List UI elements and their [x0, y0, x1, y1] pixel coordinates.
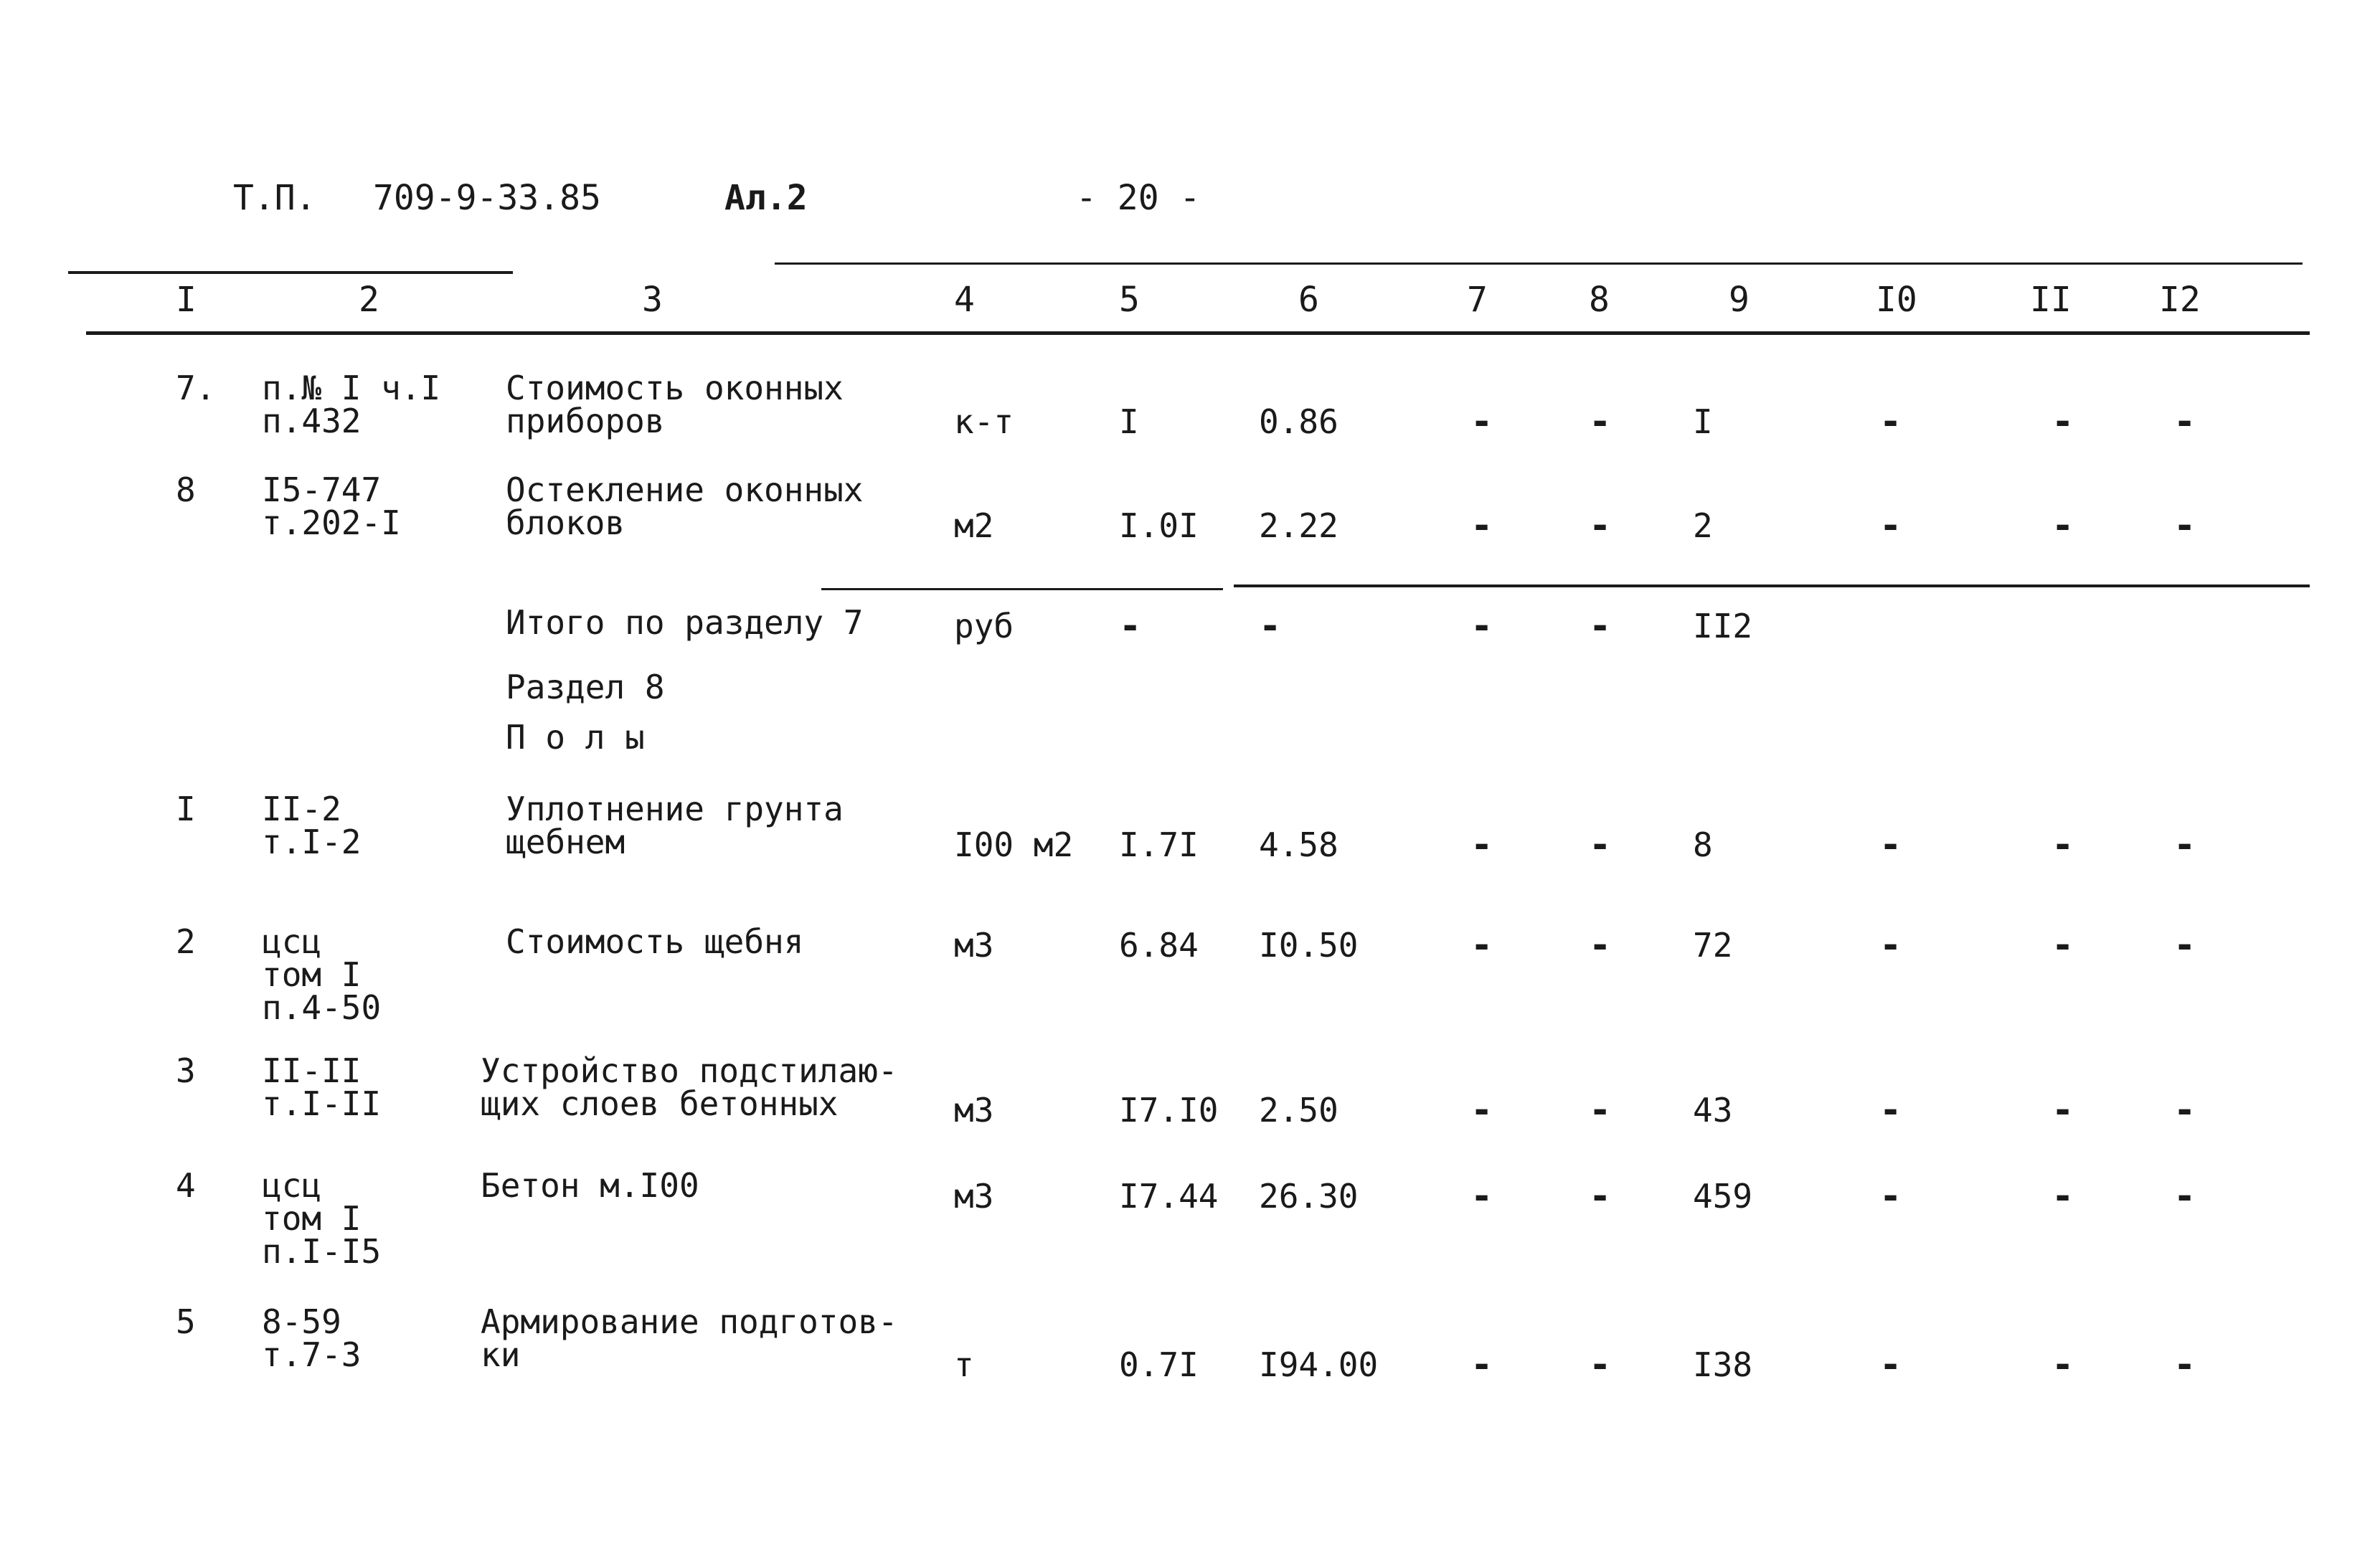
- row-value-c5: I7.44: [1119, 1177, 1219, 1216]
- row-number: 4: [176, 1166, 196, 1205]
- row-number: 3: [176, 1051, 196, 1090]
- subtotal-rule-right: [1234, 584, 2310, 587]
- row-value-c10: -: [1879, 400, 1902, 443]
- row-value-c6: 2.22: [1259, 506, 1338, 545]
- row-name-line: Стоимость щебня: [506, 922, 804, 961]
- row-unit: т: [954, 1345, 974, 1384]
- row-value-c12: -: [2173, 1343, 2196, 1386]
- row-value-c6: 2.50: [1259, 1091, 1338, 1130]
- row-value-c7: -: [1470, 1175, 1493, 1218]
- row-value-c5: 0.7I: [1119, 1345, 1199, 1384]
- row-name-line: Остекление оконных: [506, 470, 864, 509]
- project-number: 709-9-33.85: [373, 178, 601, 218]
- column-number: 7: [1467, 280, 1488, 320]
- row-value-c12: -: [2173, 823, 2196, 866]
- row-code-line: п.432: [262, 402, 362, 440]
- row-value-c7: -: [1470, 605, 1493, 648]
- row-value-c11: -: [2051, 1089, 2074, 1132]
- column-number: 8: [1589, 280, 1610, 320]
- album-label: Ал.2: [724, 178, 808, 218]
- row-code-line: том I: [262, 1199, 362, 1238]
- row-value-c11: -: [2051, 1343, 2074, 1386]
- row-value-c5: I.7I: [1119, 825, 1199, 864]
- row-name-line: приборов: [506, 402, 665, 440]
- row-name-line: ки: [481, 1335, 521, 1374]
- row-value-c8: -: [1589, 400, 1612, 443]
- row-code-line: I5-747: [262, 470, 382, 509]
- row-value-c11: -: [2051, 504, 2074, 547]
- row-value-c9: I: [1693, 402, 1713, 441]
- row-name-line: блоков: [506, 503, 625, 542]
- row-unit: м3: [954, 1177, 994, 1216]
- row-unit: руб: [954, 607, 1014, 645]
- row-name-line: Армирование подготов-: [481, 1302, 898, 1341]
- row-value-c9: 72: [1693, 926, 1733, 965]
- row-code-line: т.I-2: [262, 823, 362, 861]
- row-unit: I00 м2: [954, 825, 1074, 864]
- row-value-c11: -: [2051, 400, 2074, 443]
- row-value-c6: -: [1259, 605, 1282, 648]
- column-number: 6: [1298, 280, 1319, 320]
- row-value-c6: 4.58: [1259, 825, 1338, 864]
- row-value-c7: -: [1470, 823, 1493, 866]
- row-value-c6: I0.50: [1259, 926, 1359, 965]
- column-number: 4: [954, 280, 975, 320]
- page-number: - 20 -: [1076, 178, 1201, 218]
- row-code-line: 8-59: [262, 1302, 341, 1341]
- row-number: 8: [176, 470, 196, 509]
- row-value-c11: -: [2051, 823, 2074, 866]
- row-value-c12: -: [2173, 400, 2196, 443]
- row-code-line: п.№ I ч.I: [262, 369, 441, 407]
- column-number: 2: [359, 280, 379, 320]
- row-value-c7: -: [1470, 400, 1493, 443]
- row-name-line: Итого по разделу 7: [506, 603, 864, 642]
- row-name-line: Стоимость оконных: [506, 369, 844, 407]
- row-unit: м3: [954, 1091, 994, 1130]
- column-number: I: [176, 280, 197, 320]
- row-value-c10: -: [1879, 1089, 1902, 1132]
- row-code-line: цсц: [262, 1166, 322, 1205]
- row-value-c9: 2: [1693, 506, 1713, 545]
- row-value-c10: -: [1879, 924, 1902, 967]
- subtotal-rule-left: [821, 588, 1223, 590]
- row-value-c8: -: [1589, 1175, 1612, 1218]
- row-value-c9: 43: [1693, 1091, 1733, 1130]
- row-number: 7.: [176, 369, 216, 407]
- row-code-line: п.4-50: [262, 988, 382, 1027]
- column-number: 3: [642, 280, 663, 320]
- row-code-line: т.I-II: [262, 1084, 382, 1123]
- row-value-c6: 0.86: [1259, 402, 1338, 441]
- row-value-c8: -: [1589, 1089, 1612, 1132]
- row-code-line: п.I-I5: [262, 1232, 382, 1271]
- column-number: 9: [1729, 280, 1749, 320]
- row-value-c7: -: [1470, 1343, 1493, 1386]
- row-number: 5: [176, 1302, 196, 1341]
- row-value-c8: -: [1589, 924, 1612, 967]
- row-value-c8: -: [1589, 1343, 1612, 1386]
- row-value-c6: I94.00: [1259, 1345, 1379, 1384]
- row-value-c9: II2: [1693, 607, 1753, 645]
- row-value-c5: -: [1119, 605, 1142, 648]
- row-value-c10: -: [1879, 504, 1902, 547]
- row-value-c12: -: [2173, 1089, 2196, 1132]
- row-value-c10: -: [1879, 823, 1902, 866]
- row-value-c6: 26.30: [1259, 1177, 1359, 1216]
- column-number: 5: [1119, 280, 1140, 320]
- row-value-c9: 459: [1693, 1177, 1753, 1216]
- row-value-c5: I.0I: [1119, 506, 1199, 545]
- row-unit: м2: [954, 506, 994, 545]
- row-code-line: цсц: [262, 922, 322, 961]
- tp-label: Т.П.: [233, 178, 316, 218]
- row-value-c9: 8: [1693, 825, 1713, 864]
- row-name-line: щебнем: [506, 823, 625, 861]
- row-value-c7: -: [1470, 504, 1493, 547]
- row-unit: м3: [954, 926, 994, 965]
- row-value-c7: -: [1470, 924, 1493, 967]
- column-number: II: [2030, 280, 2072, 320]
- row-name-line: Бетон м.I00: [481, 1166, 699, 1205]
- row-value-c5: 6.84: [1119, 926, 1199, 965]
- row-value-c8: -: [1589, 823, 1612, 866]
- row-unit: к-т: [954, 402, 1014, 441]
- row-value-c10: -: [1879, 1343, 1902, 1386]
- row-value-c7: -: [1470, 1089, 1493, 1132]
- row-code-line: т.202-I: [262, 503, 401, 542]
- top-rule-left: [68, 271, 513, 274]
- row-number: I: [176, 790, 196, 828]
- row-value-c12: -: [2173, 1175, 2196, 1218]
- row-name-line: Уплотнение грунта: [506, 790, 844, 828]
- row-value-c10: -: [1879, 1175, 1902, 1218]
- column-number: I2: [2159, 280, 2201, 320]
- row-name-line: Устройство подстилаю-: [481, 1051, 898, 1090]
- row-number: 2: [176, 922, 196, 961]
- row-value-c5: I: [1119, 402, 1139, 441]
- row-value-c5: I7.I0: [1119, 1091, 1219, 1130]
- row-value-c12: -: [2173, 924, 2196, 967]
- row-name-line: щих слоев бетонных: [481, 1084, 839, 1123]
- column-number: I0: [1876, 280, 1917, 320]
- top-rule-right: [775, 262, 2303, 265]
- row-code-line: II-2: [262, 790, 341, 828]
- row-name-line: Раздел 8: [506, 668, 665, 706]
- row-value-c8: -: [1589, 504, 1612, 547]
- row-code-line: т.7-3: [262, 1335, 362, 1374]
- header-bottom-rule: [86, 331, 2310, 335]
- row-value-c8: -: [1589, 605, 1612, 648]
- row-value-c11: -: [2051, 1175, 2074, 1218]
- row-value-c9: I38: [1693, 1345, 1753, 1384]
- row-code-line: том I: [262, 955, 362, 994]
- row-name-line: П о л ы: [506, 718, 645, 757]
- row-value-c11: -: [2051, 924, 2074, 967]
- row-value-c12: -: [2173, 504, 2196, 547]
- row-code-line: II-II: [262, 1051, 362, 1090]
